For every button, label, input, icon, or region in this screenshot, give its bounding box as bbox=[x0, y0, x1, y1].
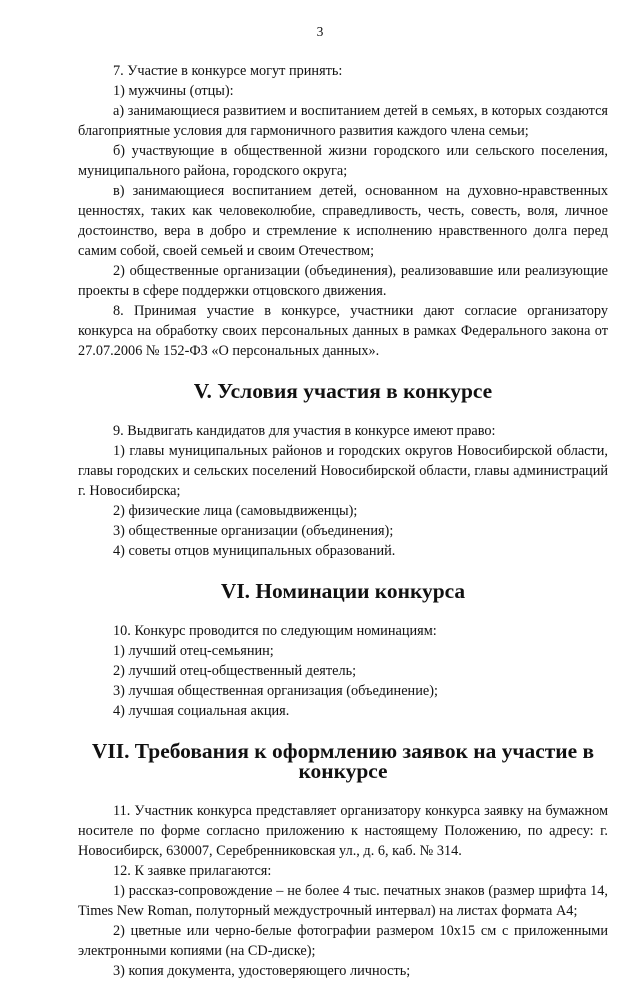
section-heading: VI. Номинации конкурса bbox=[220, 579, 466, 603]
section-spacer bbox=[78, 721, 608, 741]
paragraph: 4) лучшая социальная акция. bbox=[113, 703, 290, 719]
paragraph: 1) лучший отец-семьянин; bbox=[113, 643, 274, 659]
paragraph: 11. Участник конкурса представляет организатору конкурса заявку на бумажном носителе по форме согласно приложению к настоящему Положению, по адресу: г. Новосибирск, 630007, Серебренниковская ул., д. 6, каб. № 314. bbox=[78, 803, 608, 859]
section-spacer bbox=[78, 361, 608, 381]
paragraph: 7. Участие в конкурсе могут принять: bbox=[113, 63, 343, 79]
paragraph: 2) цветные или черно-белые фотографии размером 10х15 см с приложенными электронными копиями (на CD-диске); bbox=[78, 923, 608, 959]
page-number: 3 bbox=[316, 24, 324, 39]
paragraph: 10. Конкурс проводится по следующим номинациям: bbox=[113, 623, 437, 639]
paragraph: 8. Принимая участие в конкурсе, участники дают согласие организатору конкурса на обработку своих персональных данных в рамках Федерального закона от 27.07.2006 № 152-ФЗ «О персональных данных». bbox=[78, 303, 608, 359]
paragraph: а) занимающиеся развитием и воспитанием детей в семьях, в которых создаются благоприятные условия для гармоничного развития каждого члена семьи; bbox=[78, 103, 608, 139]
paragraph: 1) рассказ-сопровождение – не более 4 тыс. печатных знаков (размер шрифта 14, Times New Roman, полуторный междустрочный интервал) на листах формата А4; bbox=[78, 883, 608, 919]
section-spacer bbox=[78, 781, 608, 801]
section-spacer bbox=[78, 561, 608, 581]
paragraph: 2) физические лица (самовыдвиженцы); bbox=[113, 503, 358, 519]
paragraph: в) занимающиеся воспитанием детей, основанном на духовно-нравственных ценностях, таких как человеколюбие, справедливость, честь, совесть, воля, личное достоинство, вера в добро и стремление к исполнению нравственного долга перед самим собой, своей семьей и своим Отечеством; bbox=[78, 183, 608, 259]
paragraph: 1) мужчины (отцы): bbox=[113, 83, 234, 99]
section-heading: V. Условия участия в конкурсе bbox=[193, 379, 493, 403]
paragraph: 3) лучшая общественная организация (объединение); bbox=[113, 683, 438, 699]
paragraph: 2) лучший отец-общественный деятель; bbox=[113, 663, 357, 679]
paragraph: 9. Выдвигать кандидатов для участия в конкурсе имеют право: bbox=[113, 423, 496, 439]
section-spacer bbox=[78, 401, 608, 421]
paragraph: 12. К заявке прилагаются: bbox=[113, 863, 272, 879]
paragraph: 4) советы отцов муниципальных образований. bbox=[113, 543, 396, 559]
section-heading: VII. Требования к оформлению заявок на участие в конкурсе bbox=[91, 739, 595, 783]
document-body bbox=[78, 61, 608, 981]
paragraph: 2) общественные организации (объединения), реализовавшие или реализующие проекты в сфере поддержки отцовского движения. bbox=[78, 263, 608, 299]
paragraph: 1) главы муниципальных районов и городских округов Новосибирской области, главы городских и сельских поселений Новосибирской области, главы администраций г. Новосибирска; bbox=[78, 443, 608, 499]
paragraph: 3) копия документа, удостоверяющего личность; bbox=[113, 963, 411, 979]
paragraph: 3) общественные организации (объединения); bbox=[113, 523, 394, 539]
section-spacer bbox=[78, 601, 608, 621]
paragraph: б) участвующие в общественной жизни городского или сельского поселения, муниципального района, городского округа; bbox=[78, 143, 608, 179]
